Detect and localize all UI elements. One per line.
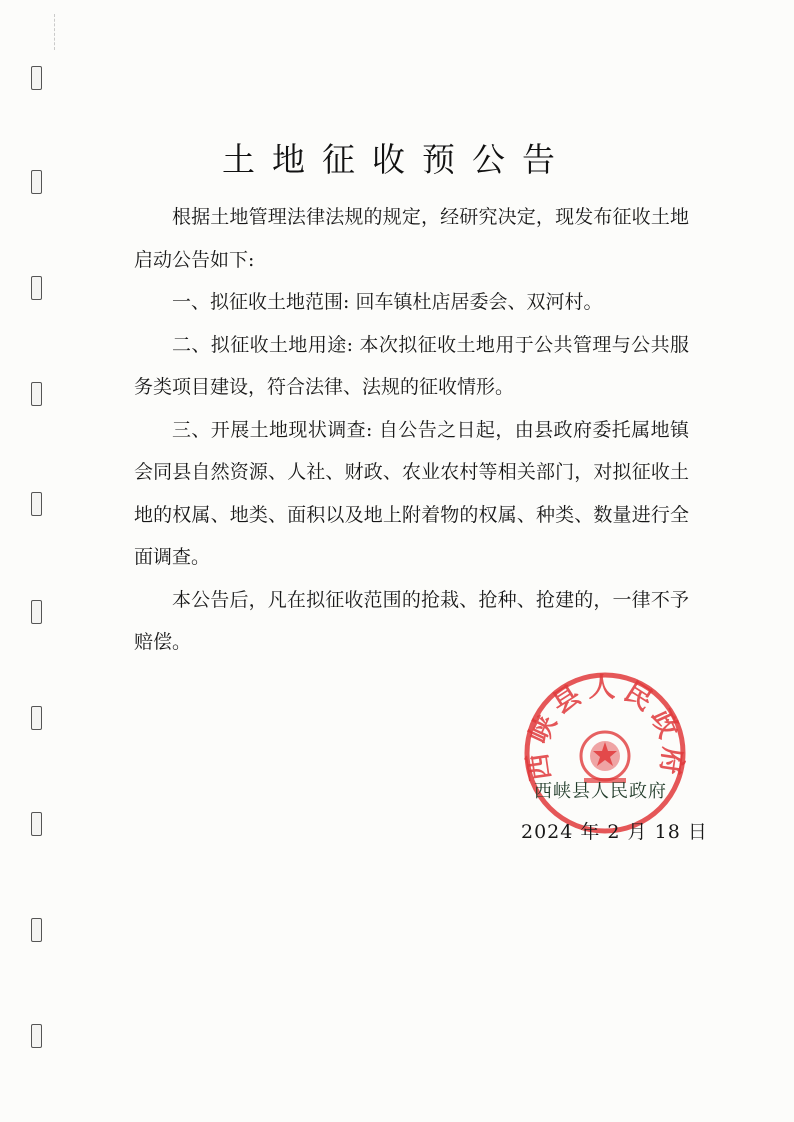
notice-body xyxy=(134,196,689,664)
issuing-authority: 西峡县人民政府 xyxy=(534,781,667,802)
binding-hole xyxy=(31,918,42,942)
binding-hole xyxy=(31,812,42,836)
issue-date: 2024 年 2 月 18 日 xyxy=(521,821,708,843)
binding-hole xyxy=(31,492,42,516)
binding-hole xyxy=(31,706,42,730)
intro-paragraph: 根据土地管理法律法规的规定，经研究决定，现发布征收土地启动公告如下: xyxy=(134,206,689,271)
binding-hole xyxy=(31,600,42,624)
binding-hole xyxy=(31,1024,42,1048)
binding-hole xyxy=(31,276,42,300)
official-seal-icon xyxy=(520,668,690,838)
scan-mark xyxy=(54,14,73,50)
closing-paragraph: 本公告后，凡在拟征收范围的抢栽、抢种、抢建的，一律不予赔偿。 xyxy=(134,588,689,653)
binding-hole xyxy=(31,382,42,406)
item-survey-paragraph: 三、开展土地现状调查: 自公告之日起，由县政府委托属地镇会同县自然资源、人社、财政、农业农村等相关部门，对拟征收土地的权属、地类、面积以及地上附着物的权属、种类、数量进行全面调查。 xyxy=(134,418,689,568)
item-purpose-paragraph: 二、拟征收土地用途: 本次拟征收土地用于公共管理与公共服务类项目建设，符合法律、法规的征收情形。 xyxy=(134,333,689,398)
item-scope-paragraph: 一、拟征收土地范围: 回车镇杜店居委会、双河村。 xyxy=(172,291,603,313)
binding-hole xyxy=(31,66,42,90)
seal-text: 西峡县人民政府 xyxy=(521,672,689,783)
page-title: 土地征收预公告 xyxy=(222,140,572,180)
